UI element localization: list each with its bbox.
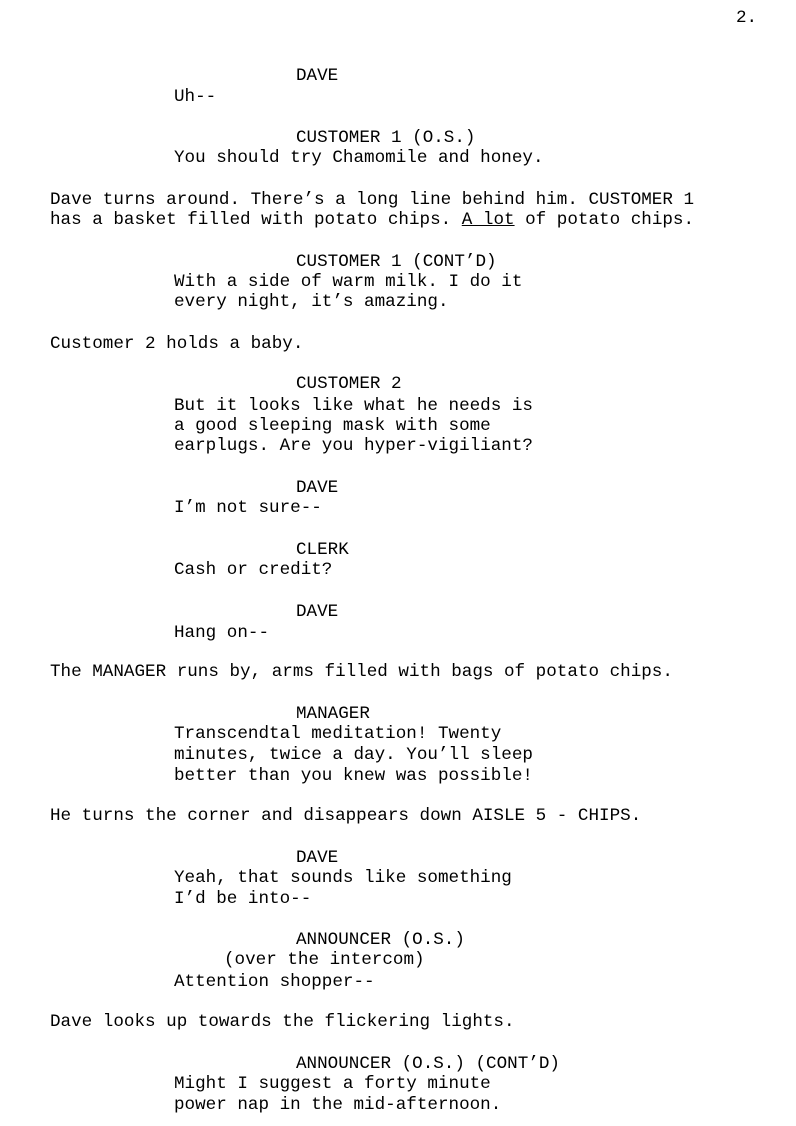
character-name: ANNOUNCER (O.S.) (CONT’D) [296, 1054, 560, 1074]
dialogue-line: But it looks like what he needs is [174, 396, 533, 416]
character-name: ANNOUNCER (O.S.) [296, 930, 465, 950]
character-name: CLERK [296, 540, 349, 560]
dialogue-line: I’m not sure-- [174, 498, 322, 518]
dialogue-line: You should try Chamomile and honey. [174, 148, 544, 168]
dialogue-line: Attention shopper-- [174, 972, 375, 992]
action-line: The MANAGER runs by, arms filled with bags of potato chips. [50, 662, 673, 682]
action-text: of potato chips. [514, 210, 695, 230]
dialogue-line: Cash or credit? [174, 560, 333, 580]
dialogue-line: With a side of warm milk. I do it [174, 272, 523, 292]
dialogue-line: I’d be into-- [174, 889, 312, 909]
dialogue-line: Hang on-- [174, 623, 270, 643]
character-name: CUSTOMER 2 [296, 374, 402, 394]
character-name: MANAGER [296, 704, 370, 724]
dialogue-line: Uh-- [174, 87, 217, 107]
dialogue-line: Transcendtal meditation! Twenty [174, 724, 502, 744]
parenthetical: (over the intercom) [224, 950, 425, 970]
action-line: Dave looks up towards the flickering lights. [50, 1012, 515, 1032]
action-line: He turns the corner and disappears down AISLE 5 - CHIPS. [50, 806, 642, 826]
dialogue-line: minutes, twice a day. You’ll sleep [174, 745, 533, 765]
dialogue-line: earplugs. Are you hyper-vigiliant? [174, 436, 533, 456]
character-name: CUSTOMER 1 (CONT’D) [296, 252, 497, 272]
dialogue-line: a good sleeping mask with some [174, 416, 491, 436]
dialogue-line: every night, it’s amazing. [174, 292, 449, 312]
page-number: 2. [736, 8, 758, 28]
character-name: DAVE [296, 848, 339, 868]
underlined-text: A lot [461, 210, 515, 230]
character-name: DAVE [296, 478, 339, 498]
action-text: has a basket filled with potato chips. [50, 210, 462, 230]
action-line: Dave turns around. There’s a long line behind him. CUSTOMER 1 [50, 190, 695, 210]
dialogue-line: Yeah, that sounds like something [174, 868, 512, 888]
action-line: Customer 2 holds a baby. [50, 334, 304, 354]
character-name: DAVE [296, 602, 339, 622]
dialogue-line: better than you knew was possible! [174, 766, 533, 786]
action-line [50, 210, 694, 231]
character-name: CUSTOMER 1 (O.S.) [296, 128, 476, 148]
character-name: DAVE [296, 66, 339, 86]
dialogue-line: power nap in the mid-afternoon. [174, 1095, 502, 1115]
dialogue-line: Might I suggest a forty minute [174, 1074, 491, 1094]
